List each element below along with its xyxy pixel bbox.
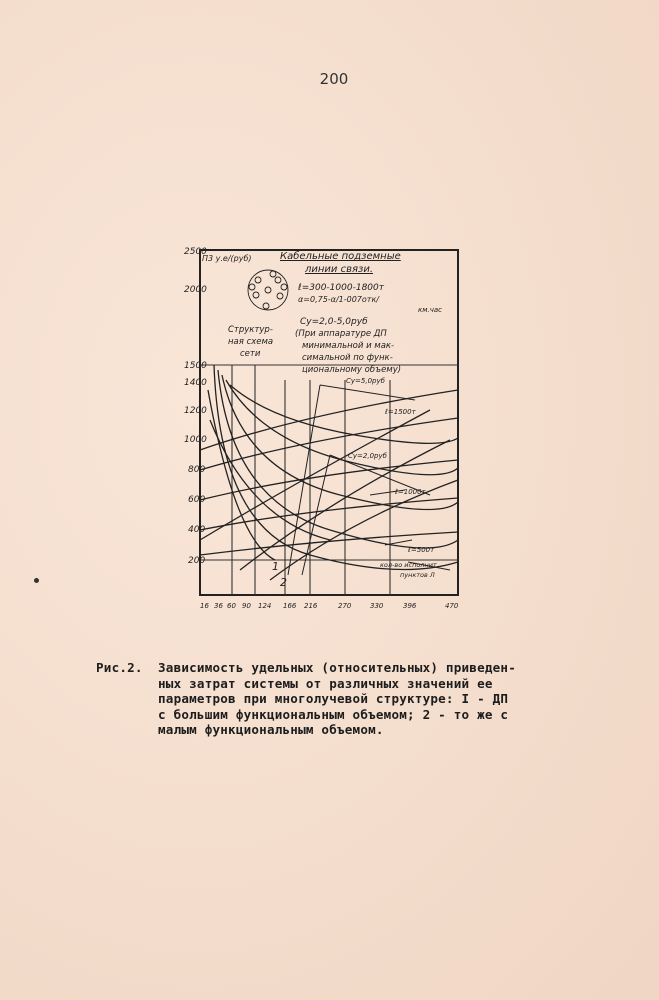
curve-label-2: 2 <box>280 576 287 589</box>
ink-dot <box>34 578 39 583</box>
x-tick-36: 36 <box>214 602 223 610</box>
label-points-line2: пунктов Л <box>400 571 435 579</box>
param-cy: Су=2,0-5,0руб <box>300 317 368 327</box>
x-tick-16: 16 <box>200 602 209 610</box>
y-tick-2500: 2500 <box>184 247 207 257</box>
label-l500: ℓ=500т <box>408 546 435 554</box>
note-line4: циональному объему) <box>302 365 402 375</box>
label-cy5: Су=5,0руб <box>346 377 385 385</box>
note-line3: симальной по функ- <box>302 353 393 363</box>
caption-line: с большим функциональным объемом; 2 - то же с <box>158 706 509 722</box>
chart-svg <box>180 240 470 615</box>
network-structure-icon <box>248 270 288 310</box>
structure-line3: сети <box>240 349 261 359</box>
y-tick-1000: 1000 <box>184 435 207 445</box>
x-tick-470: 470 <box>445 602 459 610</box>
curve-label-1: 1 <box>272 560 279 573</box>
x-tick-216: 216 <box>304 602 318 610</box>
structure-line2: ная схема <box>228 337 274 347</box>
y-tick-1500: 1500 <box>184 361 207 371</box>
y-tick-2000: 2000 <box>184 285 207 295</box>
caption-line: малым функциональным объемом. <box>158 722 384 737</box>
caption-line: параметров при многолучевой структуре: I - ДП <box>158 691 509 706</box>
y-tick-1400: 1400 <box>184 378 207 388</box>
chart-title-line2: линии связи. <box>305 264 374 275</box>
param-a: α=0,75-α/1-007отк/ <box>298 295 379 304</box>
y-tick-800: 800 <box>188 465 206 475</box>
page-number: 200 <box>319 70 349 88</box>
param-l: ℓ=300-1000-1800т <box>298 283 384 293</box>
x-tick-330: 330 <box>370 602 384 610</box>
x-tick-396: 396 <box>403 602 417 610</box>
label-points-line1: кол-во исполнит. <box>380 561 439 569</box>
label-cy2: Су=2,0руб <box>348 452 387 460</box>
x-tick-270: 270 <box>338 602 352 610</box>
x-tick-166: 166 <box>283 602 297 610</box>
structure-line1: Структур- <box>228 325 273 335</box>
caption-line: Зависимость удельных (относительных) приведен- <box>158 660 516 675</box>
figure-chart <box>180 240 470 615</box>
caption-line: ных затрат системы от различных значений ее <box>158 675 493 691</box>
chart-title-line1: Кабельные подземные <box>280 251 401 262</box>
note-line1: (При аппаратуре ДП <box>295 329 387 339</box>
y-tick-200: 200 <box>188 556 206 566</box>
note-line2: минимальной и мак- <box>302 341 395 351</box>
y-tick-1200: 1200 <box>184 406 207 416</box>
param-unit: км.час <box>418 306 443 314</box>
grid-horizontal <box>200 365 458 560</box>
x-tick-60: 60 <box>227 602 236 610</box>
y-tick-400: 400 <box>188 525 206 535</box>
y-tick-600: 600 <box>188 495 206 505</box>
y-unit-label: П3 у.е/(руб) <box>202 254 252 263</box>
label-l1500: ℓ=1500т <box>385 408 416 416</box>
caption-label: Рис.2. <box>96 660 143 675</box>
x-tick-124: 124 <box>258 602 272 610</box>
label-l1000: ℓ=1000т <box>395 488 426 496</box>
x-tick-90: 90 <box>242 602 251 610</box>
